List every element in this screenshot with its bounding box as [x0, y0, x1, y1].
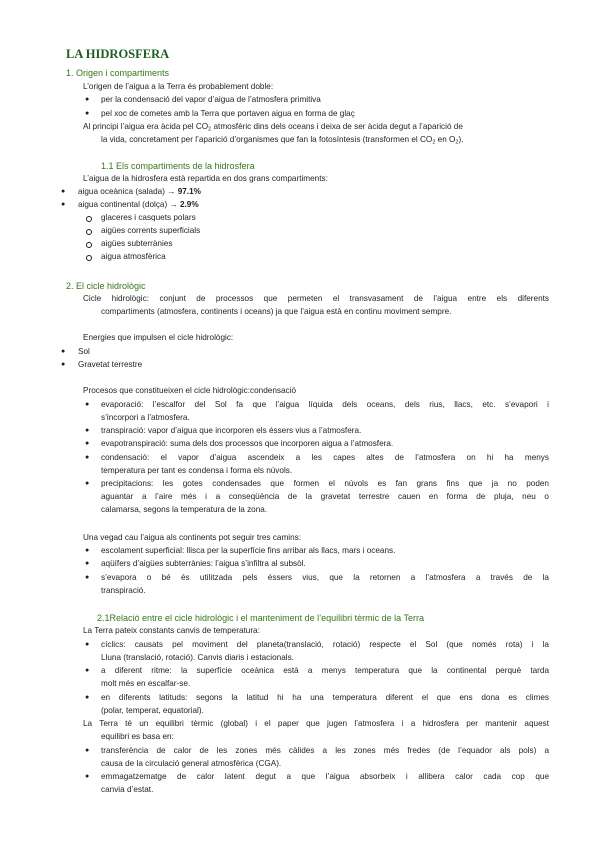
- process-precipitation-line-1: precipitacions: les gotes condensades que formen el núvols es fan grans fins que ja no poden: [101, 479, 549, 488]
- process-precipitation-line-3: calamarsa, segons la temperatura de la zona.: [101, 505, 268, 514]
- temp-cyclic-line-1: cíclics: causats pel moviment del planeta(translació, rotació) respecte el Sol (que només rota) i la: [101, 640, 549, 649]
- energy-item: Sol: [78, 347, 90, 356]
- bullet-icon: ●: [85, 480, 90, 487]
- equilibrium-line-2: equilibri es basa en:: [101, 732, 174, 741]
- continental-item: aigua atmosfèrica: [101, 252, 166, 261]
- temp-latitude-line-2: (polar, temperat, equatorial).: [101, 706, 204, 715]
- bullet-icon: ●: [61, 188, 66, 195]
- subsection-2-1-heading: 2.1Relació entre el cicle hidrològic i el manteniment de l’equilibri tèrmic de la Terra: [97, 613, 424, 623]
- hollow-bullet-icon: [86, 255, 92, 261]
- hollow-bullet-icon: [86, 216, 92, 222]
- definition-line-1: Cicle hidrològic: conjunt de processos que permeten el transvasament de l’aigua entre els diferents: [83, 294, 549, 303]
- process-evaporation-line-2: s’incorpori a l’atmosfera.: [101, 413, 190, 422]
- bullet-icon: ●: [85, 454, 90, 461]
- bullet-icon: ●: [85, 747, 90, 754]
- latent-heat-line-2: canvia d’estat.: [101, 785, 154, 794]
- process-evaporation-line-1: evaporació: l’escalfor del Sol fa que l’aigua líquida dels oceans, dels rius, llacs, etc. s’evapori i: [101, 400, 549, 409]
- hollow-bullet-icon: [86, 229, 92, 235]
- bullet-icon: ●: [85, 560, 90, 567]
- bullet-icon: ●: [85, 96, 90, 103]
- process-condensation-line-2: temperatura per tant es condensa i forma els núvols.: [101, 466, 293, 475]
- document-title: LA HIDROSFERA: [66, 47, 170, 61]
- bullet-icon: ●: [85, 110, 90, 117]
- bullet-icon: ●: [85, 547, 90, 554]
- energy-item: Gravetat terrestre: [78, 360, 143, 369]
- bullet-icon: ●: [61, 361, 66, 368]
- processes-intro: Procesos que constitueixen el cicle hidrològic:condensació: [83, 386, 296, 395]
- continental-item: aigües corrents superficials: [101, 226, 201, 235]
- paths-intro: Una vegad cau l’aigua als continents pot seguir tres camins:: [83, 533, 302, 542]
- heat-transfer-line-2: causa de la circulació general atmosfèrica (CGA).: [101, 759, 282, 768]
- continental-water: aigua continental (dolça) → 2.9%: [78, 200, 199, 209]
- process-precipitation-line-2: aguantar a l’aire més i a conseqüència de la gravetat terrestre cauen en forma de pluja, neu o: [101, 492, 549, 501]
- acid-paragraph-line-2: la vida, concretament per l’aparició d’organismes que fan la fotosíntesis (transformen el $CO_2$ en $O_2$).: [101, 135, 464, 146]
- temp-latitude-line-1: en diferents latituds: segons la latitud hi ha una temperatura diferent el que ens dona es climes: [101, 693, 549, 702]
- equilibrium-line-1: La Terra té un equilibri tèrmic (global) i el paper que jugen l’atmosfera i a hidrosfera per mantenir aquest: [83, 719, 549, 728]
- bullet-icon: ●: [85, 440, 90, 447]
- process-condensation-line-1: condensació: el vapor d’aigua ascendeix a les capes altes de l’atmosfera on hi ha menys: [101, 453, 549, 462]
- bullet-icon: ●: [61, 201, 66, 208]
- process-transpiration: transpiració: vapor d’aigua que incorporen els éssers vius a l’atmosfera.: [101, 426, 362, 435]
- path-item-2: aqüífers d’aigües subterrànies: l’aigua s’infiltra al subsòl.: [101, 559, 306, 568]
- distribution-intro: L’aigua de la hidrosfera està repartida en dos grans compartiments:: [83, 174, 328, 183]
- origin-item-2: pel xoc de cometes amb la Terra que portaven aigua en forma de glaç: [101, 109, 355, 118]
- section-2-heading: 2. El cicle hidrològic: [66, 281, 146, 291]
- bullet-icon: ●: [85, 401, 90, 408]
- latent-heat-line-1: emmagatzematge de calor latent degut a que l’aigua absorbeix i allibera calor cada cop que: [101, 772, 549, 781]
- energies-intro: Energies que impulsen el cicle hidrològic:: [83, 333, 234, 342]
- temp-rhythm-line-2: molt més en escalfar-se.: [101, 679, 191, 688]
- bullet-icon: ●: [85, 574, 90, 581]
- definition-line-2: compartiments (atmosfera, continents i oceans) ja que l’aigua està en continu moviment sempre.: [101, 307, 452, 316]
- section-1-heading: 1. Origen i compartiments: [66, 68, 170, 78]
- continental-item: glaceres i casquets polars: [101, 213, 196, 222]
- temperature-intro: La Terra pateix constants canvis de temperatura:: [83, 626, 260, 635]
- origin-intro: L’origen de l’aigua a la Terra és probablement doble:: [83, 82, 274, 91]
- bullet-icon: ●: [61, 348, 66, 355]
- bullet-icon: ●: [85, 641, 90, 648]
- bullet-icon: ●: [85, 667, 90, 674]
- oceanic-water: aigua oceànica (salada) → 97.1%: [78, 187, 201, 196]
- origin-item-1: per la condensació del vapor d’aigua de l’atmosfera primitiva: [101, 95, 321, 104]
- process-evapotranspiration: evapotranspiració: suma dels dos processos que incorporen aigua a l’atmosfera.: [101, 439, 394, 448]
- heat-transfer-line-1: transferència de calor de les zones més càlides a les zones més fredes (de l’equador als pols) a: [101, 746, 549, 755]
- temp-rhythm-line-1: a diferent ritme: la superfície oceànica està a menys temperatura que la continental perquè tarda: [101, 666, 549, 675]
- acid-paragraph-line-1: Al principi l’aigua era àcida pel $CO_2$ atmosfèric dins dels oceans i deixa de ser àcida degut a l’aparició de: [83, 122, 463, 133]
- bullet-icon: ●: [85, 427, 90, 434]
- subsection-1-1-heading: 1.1 Els compartiments de la hidrosfera: [101, 161, 255, 171]
- hollow-bullet-icon: [86, 242, 92, 248]
- temp-cyclic-line-2: Lluna (translació, rotació). Canvis diaris i estacionals.: [101, 653, 294, 662]
- path-item-1: escolament superficial: llisca per la superfície fins arribar als llacs, mars i oceans.: [101, 546, 396, 555]
- continental-item: aigües subterrànies: [101, 239, 173, 248]
- path-item-3-line-1: s’evapora o bé és utilitzada pels éssers vius, que la retornen a l’atmosfera a través de la: [101, 573, 549, 582]
- bullet-icon: ●: [85, 694, 90, 701]
- path-item-3-line-2: transpiració.: [101, 586, 146, 595]
- bullet-icon: ●: [85, 773, 90, 780]
